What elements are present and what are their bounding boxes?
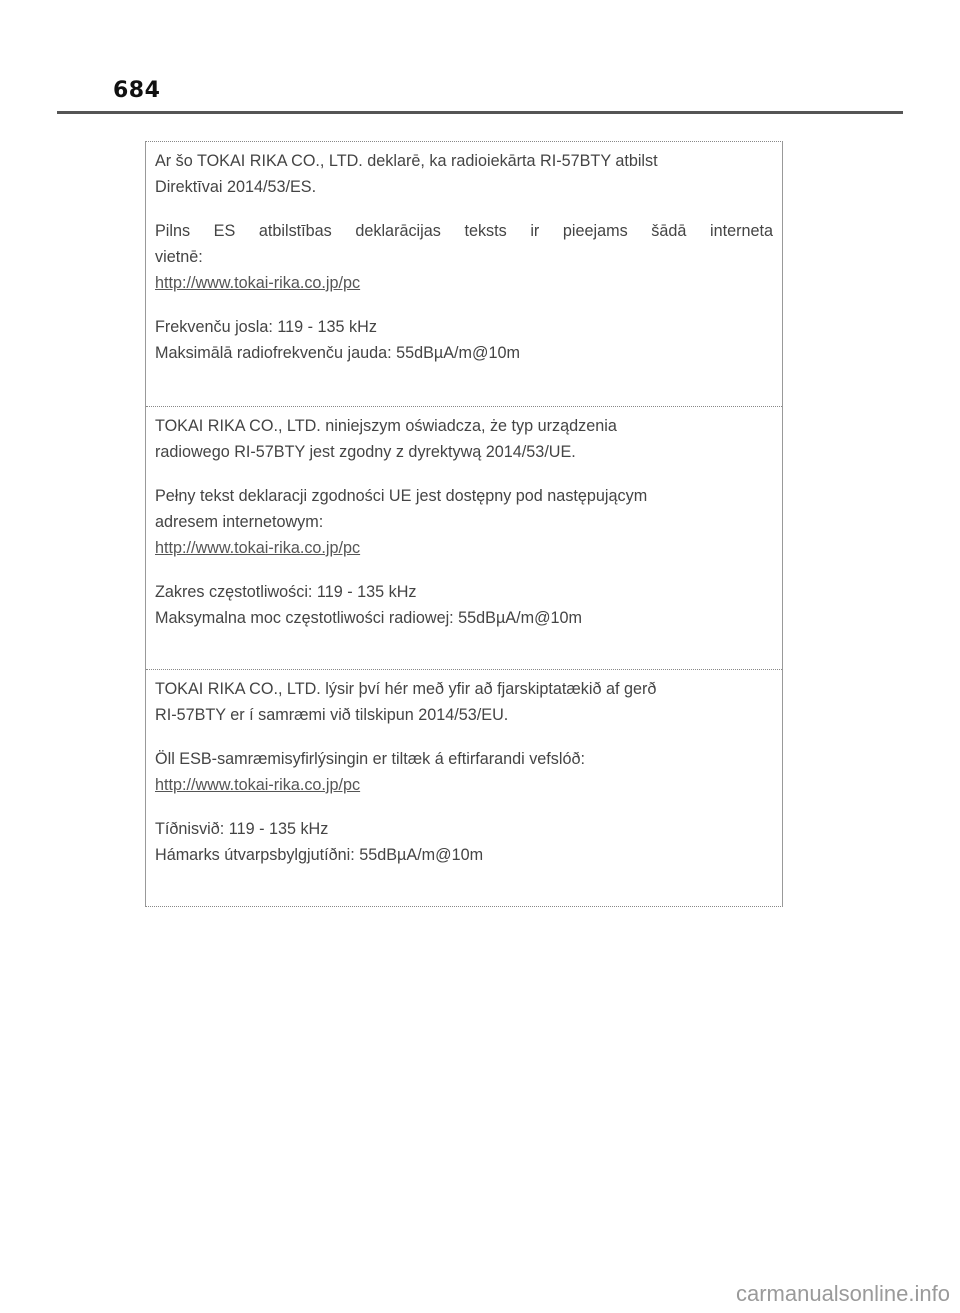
declaration-line-2: RI-57BTY er í samræmi við tilskipun 2014/53/EU. xyxy=(155,706,509,724)
declaration-url-link[interactable]: http://www.tokai-rika.co.jp/pc xyxy=(155,539,361,557)
header-rule xyxy=(57,111,903,114)
frequency-band: Frekvenču josla: 119 - 135 kHz xyxy=(155,318,377,336)
declaration-line-1: TOKAI RIKA CO., LTD. lýsir því hér með yfir að fjarskiptatækið af gerð xyxy=(155,680,657,698)
watermark: carmanualsonline.info xyxy=(735,1281,950,1306)
full-text-line-2: adresem internetowym: xyxy=(155,513,324,531)
declaration-url-link[interactable]: http://www.tokai-rika.co.jp/pc xyxy=(155,776,361,794)
full-text-line-1: Pełny tekst deklaracji zgodności UE jest dostępny pod następującym xyxy=(155,487,648,505)
declaration-line-1: Ar šo TOKAI RIKA CO., LTD. deklarē, ka radioiekārta RI-57BTY atbilst xyxy=(155,152,658,170)
page-number: 684 xyxy=(113,78,161,103)
max-power: Hámarks útvarpsbylgjutíðni: 55dBµA/m@10m xyxy=(155,846,484,864)
max-power: Maksymalna moc częstotliwości radiowej: 55dBµA/m@10m xyxy=(155,609,582,627)
frequency-band: Zakres częstotliwości: 119 - 135 kHz xyxy=(155,583,417,601)
declaration-line-2: radiowego RI-57BTY jest zgodny z dyrektywą 2014/53/UE. xyxy=(155,443,576,461)
full-text-line-2: vietnē: xyxy=(155,248,203,266)
section-polish xyxy=(146,406,782,669)
section-latvian xyxy=(146,142,782,406)
declaration-line-1: TOKAI RIKA CO., LTD. niniejszym oświadcza, że typ urządzenia xyxy=(155,417,617,435)
declaration-line-2: Direktīvai 2014/53/ES. xyxy=(155,178,317,196)
declaration-url-link[interactable]: http://www.tokai-rika.co.jp/pc xyxy=(155,274,361,292)
max-power: Maksimālā radiofrekvenču jauda: 55dBµA/m@10m xyxy=(155,344,520,362)
section-icelandic xyxy=(146,669,782,906)
full-text-line-1: Öll ESB-samræmisyfirlýsingin er tiltæk á eftirfarandi vefslóð: xyxy=(155,750,585,768)
frequency-band: Tíðnisvið: 119 - 135 kHz xyxy=(155,820,329,838)
declarations-box xyxy=(145,141,783,907)
full-text-line-1: Pilns ES atbilstības deklarācijas teksts ir pieejams šādā interneta xyxy=(155,222,773,240)
